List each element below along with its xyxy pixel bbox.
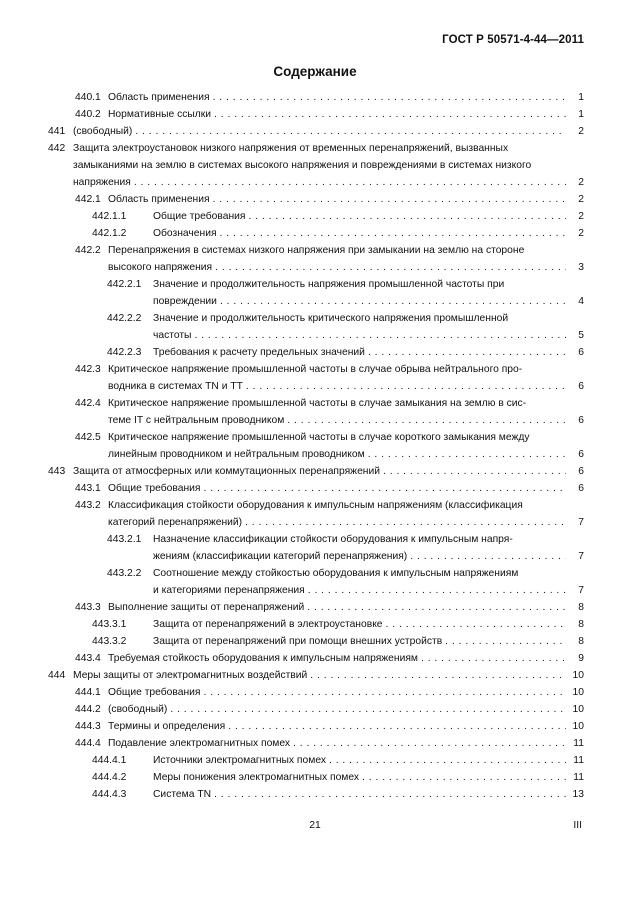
- toc-page-number: 7: [578, 551, 584, 562]
- toc-entry-title: Общие требования: [108, 687, 201, 698]
- toc-page-number: 10: [572, 704, 584, 715]
- leader-dots: [228, 718, 566, 735]
- toc-entry-title: повреждении: [153, 296, 217, 307]
- leader-dots: [310, 667, 566, 684]
- toc-entry[interactable]: [0, 344, 630, 361]
- toc-page-number: 6: [578, 347, 584, 358]
- toc-entry-title: Защита электроустановок низкого напряжения от временных перенапряжений, вызванных: [73, 143, 509, 154]
- toc-page-number: 9: [578, 653, 584, 664]
- toc-entry-title: Меры защиты от электромагнитных воздействий: [73, 670, 308, 681]
- toc-page-number: 3: [578, 262, 584, 273]
- toc-entry[interactable]: [0, 599, 630, 616]
- toc-entry[interactable]: [0, 395, 630, 429]
- toc-entry-number: 444: [48, 670, 66, 681]
- toc-entry-number: 443.3: [75, 602, 101, 613]
- toc-entry[interactable]: [0, 701, 630, 718]
- toc-entry-title: частоты: [153, 330, 192, 341]
- toc-entry[interactable]: [0, 565, 630, 599]
- toc-entry-title: Защита от атмосферных или коммутационных перенапряжений: [73, 466, 380, 477]
- leader-dots: [204, 684, 567, 701]
- toc-entry[interactable]: [0, 667, 630, 684]
- toc-entry-number: 442.3: [75, 364, 101, 375]
- toc-entry[interactable]: [0, 650, 630, 667]
- toc-page-number: 5: [578, 330, 584, 341]
- toc-entry[interactable]: [0, 361, 630, 395]
- toc-entry-title: (свободный): [108, 704, 168, 715]
- toc-entry-title: Область применения: [108, 194, 210, 205]
- toc-entry-title: Общие требования: [108, 483, 201, 494]
- toc-page-number: 2: [578, 228, 584, 239]
- toc-page-number: 6: [578, 381, 584, 392]
- toc-page-number: 2: [578, 194, 584, 205]
- toc-entry[interactable]: [0, 735, 630, 752]
- leader-dots: [220, 225, 566, 242]
- toc-entry-title: и категориями перенапряжения: [153, 585, 305, 596]
- toc-entry[interactable]: [0, 769, 630, 786]
- toc-entry-number: 443.2.1: [107, 534, 142, 545]
- toc-entry-number: 444.4.1: [92, 755, 127, 766]
- toc-entry-title: Область применения: [108, 92, 210, 103]
- leader-dots: [445, 633, 566, 650]
- toc-entry-title: Критическое напряжение промышленной частоты в случае обрыва нейтрального про-: [108, 364, 523, 375]
- leader-dots: [246, 378, 566, 395]
- toc-page-number: 4: [578, 296, 584, 307]
- toc-entry-number: 444.4.3: [92, 789, 127, 800]
- toc-entry[interactable]: [0, 616, 630, 633]
- toc-entry-number: 443.3.1: [92, 619, 127, 630]
- leader-dots: [213, 191, 566, 208]
- toc-entry-title: Требования к расчету предельных значений: [153, 347, 365, 358]
- toc-entry-title: замыканиями на землю в системах высокого напряжения и повреждениями в системах низкого: [73, 160, 532, 171]
- leader-dots: [383, 463, 566, 480]
- toc-entry[interactable]: [0, 463, 630, 480]
- toc-entry-title: Система TN: [153, 789, 212, 800]
- leader-dots: [215, 259, 566, 276]
- toc-entry-title: Нормативные ссылки: [108, 109, 212, 120]
- toc-entry-number: 442.2.1: [107, 279, 142, 290]
- toc-entry-number: 442.5: [75, 432, 101, 443]
- toc-entry-title: Меры понижения электромагнитных помех: [153, 772, 360, 783]
- toc-entry[interactable]: [0, 106, 630, 123]
- toc-entry-number: 443.3.2: [92, 636, 127, 647]
- toc-entry-number: 444.4: [75, 738, 101, 749]
- leader-dots: [134, 174, 566, 191]
- toc-entry[interactable]: [0, 242, 630, 276]
- toc-entry[interactable]: [0, 684, 630, 701]
- leader-dots: [213, 89, 566, 106]
- toc-entry[interactable]: [0, 225, 630, 242]
- toc-entry[interactable]: [0, 786, 630, 803]
- toc-entry-number: 444.2: [75, 704, 101, 715]
- toc-page-number: 11: [573, 738, 584, 749]
- toc-entry-title: водника в системах TN и TT: [108, 381, 243, 392]
- toc-entry-title: Критическое напряжение промышленной частоты в случае замыкания на землю в сис-: [108, 398, 527, 409]
- leader-dots: [386, 616, 566, 633]
- toc-entry[interactable]: [0, 191, 630, 208]
- toc-entry-title: Обозначения: [153, 228, 217, 239]
- toc-page-number: 2: [578, 126, 584, 137]
- toc-entry-number: 442.1: [75, 194, 101, 205]
- leader-dots: [329, 752, 566, 769]
- toc-entry-number: 442.1.2: [92, 228, 127, 239]
- toc-entry-title: Источники электромагнитных помех: [153, 755, 326, 766]
- toc-entry-title: Значение и продолжительность напряжения промышленной частоты при: [153, 279, 505, 290]
- toc-page-number: 13: [572, 789, 584, 800]
- roman-page-number: III: [573, 820, 582, 831]
- toc-entry-title: категорий перенапряжений): [108, 517, 243, 528]
- toc-page-number: 6: [578, 415, 584, 426]
- table-of-contents: [0, 89, 630, 803]
- toc-page-number: 6: [578, 466, 584, 477]
- leader-dots: [214, 786, 566, 803]
- toc-entry-number: 443.2.2: [107, 568, 142, 579]
- toc-page-number: 10: [572, 687, 584, 698]
- toc-entry-number: 442.4: [75, 398, 101, 409]
- toc-entry-number: 442: [48, 143, 66, 154]
- toc-entry[interactable]: [0, 429, 630, 463]
- toc-entry-number: 443.1: [75, 483, 101, 494]
- toc-entry-number: 443.4: [75, 653, 101, 664]
- toc-entry-title: теме IT с нейтральным проводником: [108, 415, 285, 426]
- toc-page-number: 11: [573, 755, 584, 766]
- toc-entry[interactable]: [0, 633, 630, 650]
- toc-entry-title: напряжения: [73, 177, 131, 188]
- toc-entry[interactable]: [0, 497, 630, 531]
- toc-entry-number: 444.4.2: [92, 772, 127, 783]
- leader-dots: [204, 480, 567, 497]
- toc-entry-number: 444.1: [75, 687, 101, 698]
- toc-entry-title: (свободный): [73, 126, 133, 137]
- toc-page-number: 6: [578, 449, 584, 460]
- toc-page-number: 7: [578, 585, 584, 596]
- toc-entry-title: Перенапряжения в системах низкого напряжения при замыкании на землю на стороне: [108, 245, 525, 256]
- toc-entry-title: Защита от перенапряжений в электроустановке: [153, 619, 383, 630]
- toc-entry[interactable]: [0, 89, 630, 106]
- toc-entry-title: жениям (классификации категорий перенапряжения): [153, 551, 408, 562]
- leader-dots: [170, 701, 566, 718]
- toc-entry-title: Подавление электромагнитных помех: [108, 738, 291, 749]
- toc-page-number: 1: [578, 109, 584, 120]
- toc-entry-title: Выполнение защиты от перенапряжений: [108, 602, 305, 613]
- leader-dots: [214, 106, 566, 123]
- toc-entry[interactable]: [0, 531, 630, 565]
- toc-entry-title: Требуемая стойкость оборудования к импульсным напряжениям: [108, 653, 418, 664]
- toc-entry-title: Общие требования: [153, 211, 246, 222]
- toc-page-number: 8: [578, 602, 584, 613]
- toc-entry[interactable]: [0, 140, 630, 191]
- toc-entry-title: линейным проводником и нейтральным проводником: [108, 449, 365, 460]
- page-number: 21: [309, 820, 321, 831]
- leader-dots: [135, 123, 566, 140]
- page-title: Содержание: [273, 64, 357, 79]
- toc-page-number: 1: [578, 92, 584, 103]
- toc-entry[interactable]: [0, 718, 630, 735]
- toc-entry-number: 440.1: [75, 92, 101, 103]
- toc-entry[interactable]: [0, 208, 630, 225]
- toc-entry-title: Назначение классификации стойкости оборудования к импульсным напря-: [153, 534, 513, 545]
- toc-page-number: 11: [573, 772, 584, 783]
- leader-dots: [287, 412, 566, 429]
- toc-entry-title: Значение и продолжительность критического напряжения промышленной: [153, 313, 509, 324]
- toc-entry[interactable]: [0, 752, 630, 769]
- toc-entry-number: 442.2: [75, 245, 101, 256]
- toc-page-number: 2: [578, 177, 584, 188]
- leader-dots: [410, 548, 566, 565]
- leader-dots: [220, 293, 566, 310]
- toc-entry-number: 444.3: [75, 721, 101, 732]
- leader-dots: [368, 446, 566, 463]
- leader-dots: [362, 769, 566, 786]
- toc-entry[interactable]: [0, 123, 630, 140]
- toc-page-number: 8: [578, 619, 584, 630]
- leader-dots: [194, 327, 566, 344]
- toc-entry-number: 442.2.2: [107, 313, 142, 324]
- toc-entry-number: 440.2: [75, 109, 101, 120]
- toc-entry-title: Соотношение между стойкостью оборудования к импульсным напряжениям: [153, 568, 519, 579]
- toc-page-number: 10: [572, 670, 584, 681]
- leader-dots: [307, 599, 566, 616]
- toc-page-number: 6: [578, 483, 584, 494]
- toc-entry-number: 443.2: [75, 500, 101, 511]
- leader-dots: [308, 582, 566, 599]
- leader-dots: [245, 514, 566, 531]
- toc-entry-number: 442.1.1: [92, 211, 127, 222]
- toc-entry-title: Термины и определения: [108, 721, 226, 732]
- toc-page-number: 7: [578, 517, 584, 528]
- toc-entry-number: 441: [48, 126, 66, 137]
- leader-dots: [421, 650, 566, 667]
- toc-entry-number: 443: [48, 466, 66, 477]
- toc-entry-title: Критическое напряжение промышленной частоты в случае короткого замыкания между: [108, 432, 530, 443]
- toc-entry[interactable]: [0, 276, 630, 310]
- toc-page-number: 8: [578, 636, 584, 647]
- leader-dots: [293, 735, 566, 752]
- leader-dots: [249, 208, 567, 225]
- toc-entry[interactable]: [0, 480, 630, 497]
- standard-header: ГОСТ Р 50571-4-44—2011: [442, 34, 584, 46]
- toc-entry-title: Защита от перенапряжений при помощи внешних устройств: [153, 636, 443, 647]
- toc-entry-number: 442.2.3: [107, 347, 142, 358]
- leader-dots: [368, 344, 566, 361]
- toc-page-number: 10: [572, 721, 584, 732]
- toc-page-number: 2: [578, 211, 584, 222]
- toc-entry-title: высокого напряжения: [108, 262, 213, 273]
- toc-entry[interactable]: [0, 310, 630, 344]
- toc-entry-title: Классификация стойкости оборудования к импульсным напряжениям (классификация: [108, 500, 523, 511]
